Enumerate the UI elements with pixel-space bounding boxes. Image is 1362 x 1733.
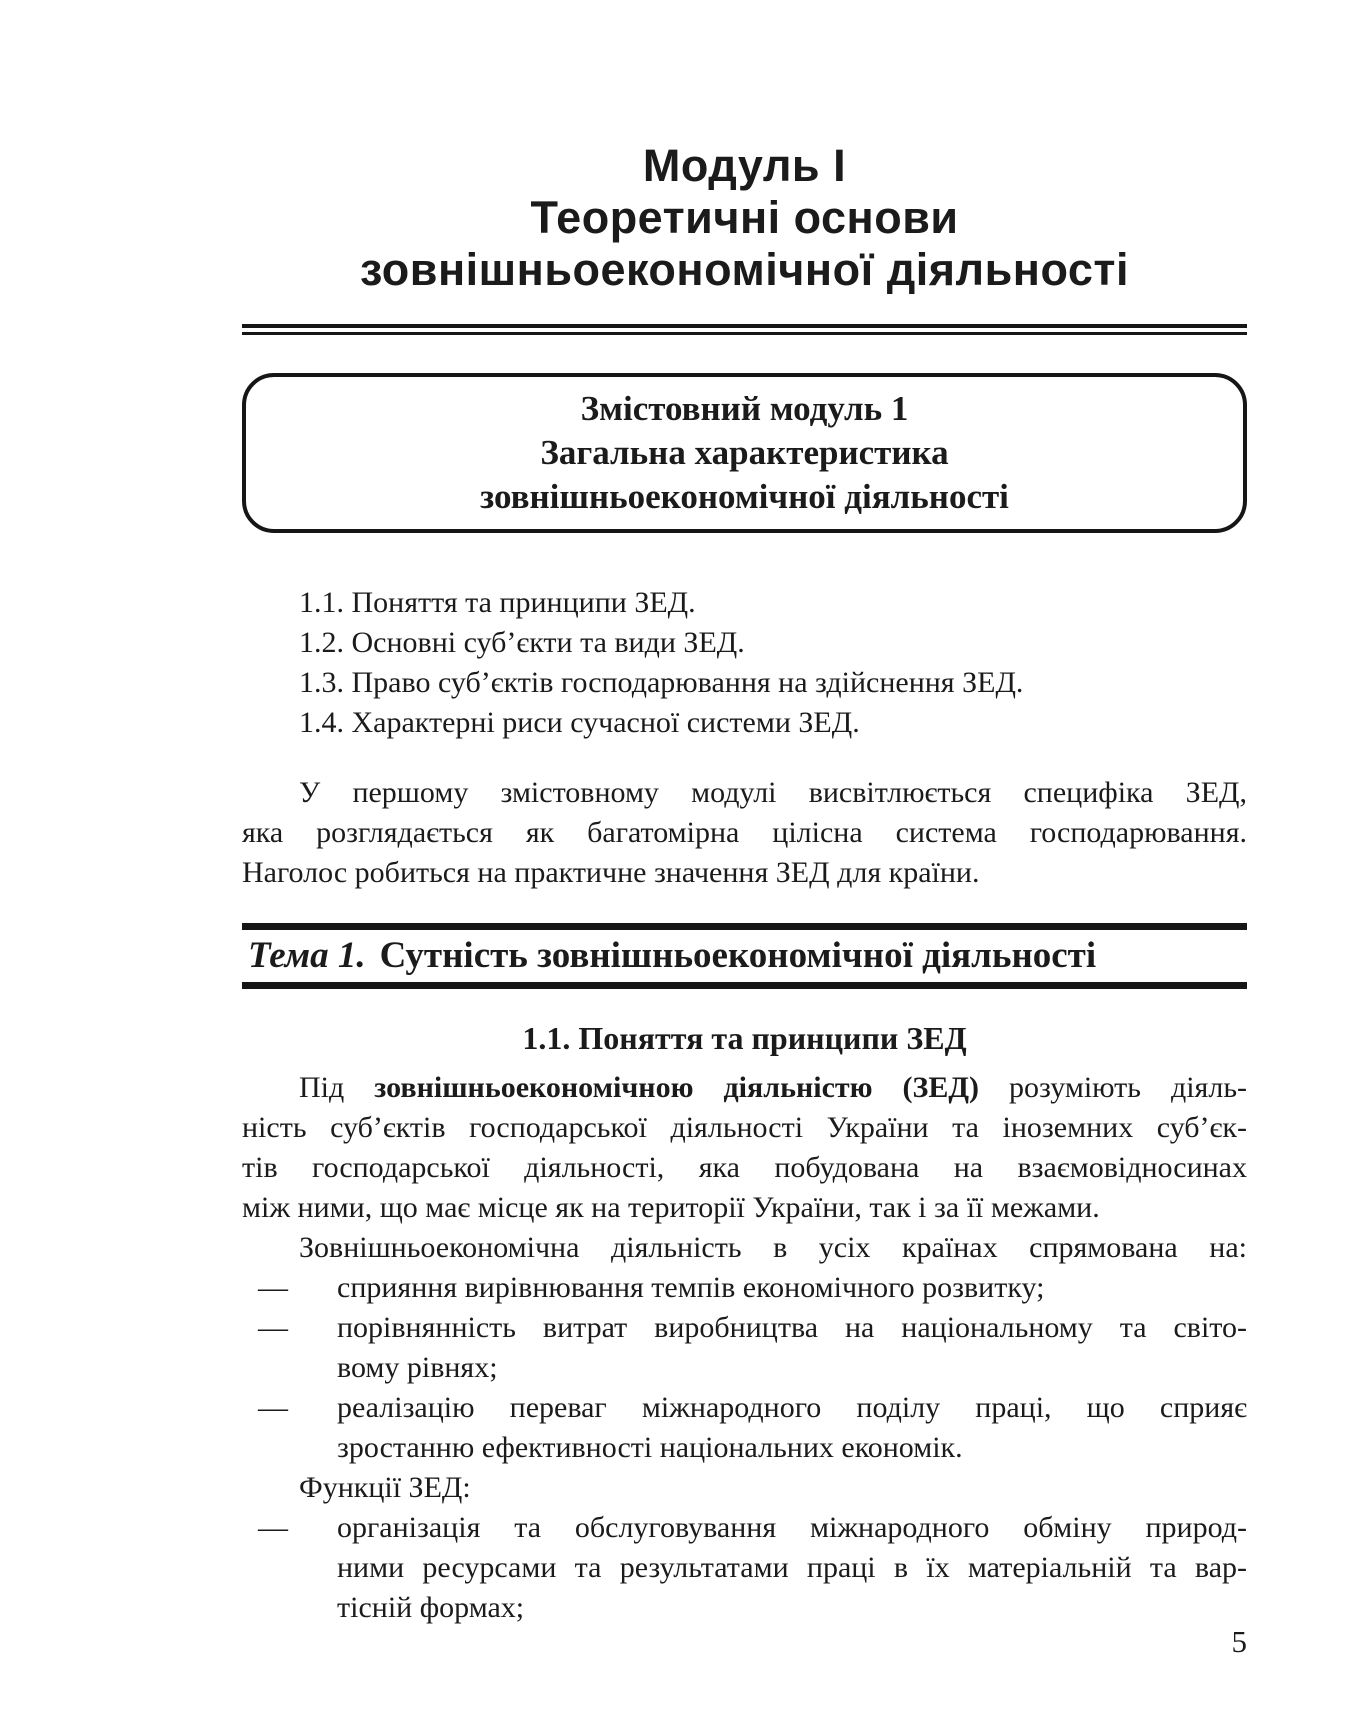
theme-title: Сутність зовнішньоекономічної діяльності (379, 935, 1097, 976)
text-line: Загальна характеристика (540, 433, 949, 472)
content-module-box (242, 373, 1247, 533)
module-title (242, 140, 1247, 296)
text-line: тісній формах; (337, 1591, 525, 1624)
text-line: між ними, що має місце як на території України, так і за її межами. (242, 1191, 1100, 1224)
title-double-rule (242, 324, 1247, 335)
intro-paragraph (242, 773, 1247, 893)
text-line: Теоретичні основи (530, 192, 959, 243)
aims-lead-line (242, 1228, 1247, 1268)
text-line: Під зовнішньоекономічною діяльністю (ЗЕД) розуміють діяль- (299, 1071, 1248, 1104)
theme-number-label: Тема 1. (248, 935, 366, 976)
text-line: 1.2. Основні суб’єкти та види ЗЕД. (299, 626, 745, 659)
text-line: 1.3. Право суб’єктів господарювання на здійснення ЗЕД. (299, 666, 1024, 699)
functions-dash-list (242, 1508, 1247, 1628)
functions-lead-line (242, 1468, 1247, 1508)
text-line: тів господарської діяльності, яка побудована на взаємовідносинах (242, 1151, 1247, 1184)
text-line: яка розглядається як багатомірна цілісна система господарювання. (242, 816, 1247, 849)
dash-list-item (242, 1508, 1247, 1628)
text-line: 1.1. Поняття та принципи ЗЕД. (299, 586, 696, 619)
text-line: Наголос робиться на практичне значення ЗЕД для країни. (242, 856, 980, 889)
text-line: Змістовний модуль 1 (580, 389, 909, 428)
dash-list-item (242, 1388, 1247, 1468)
section-heading: 1.1. Поняття та принципи ЗЕД (522, 1020, 967, 1056)
dash-list-item (242, 1308, 1247, 1388)
text-line: зовнішньоекономічної діяльності (480, 477, 1009, 516)
dash-list-item (242, 1268, 1247, 1308)
definition-paragraph (242, 1068, 1247, 1228)
toc-list (242, 583, 1247, 743)
theme-top-rule (242, 923, 1247, 930)
aims-dash-list (242, 1268, 1247, 1468)
page-number: 5 (1231, 1624, 1247, 1659)
text-column (242, 0, 1247, 1628)
text-line: У першому змістовному модулі висвітлюється специфіка ЗЕД, (299, 776, 1247, 809)
text-line: зовнішньоекономічної діяльності (360, 244, 1129, 295)
text-line: Функції ЗЕД: (299, 1471, 471, 1504)
text-line: Зовнішньоекономічна діяльність в усіх країнах спрямована на: (299, 1231, 1247, 1264)
text-line: 1.4. Характерні риси сучасної системи ЗЕД. (299, 706, 860, 739)
text-line: — порівнянність витрат виробництва на національному та світо- (258, 1311, 1247, 1344)
text-line: ність суб’єктів господарської діяльності України та іноземних суб’єк- (242, 1111, 1247, 1144)
text-line: — сприяння вирівнювання темпів економічного розвитку; (258, 1271, 1045, 1304)
text-line: вому рівнях; (337, 1351, 498, 1384)
theme-heading-text (242, 930, 1247, 982)
text-line: зростанню ефективності національних економік. (337, 1431, 963, 1464)
theme-heading (242, 923, 1247, 989)
text-line: ними ресурсами та результатами праці в їх матеріальній та вар- (337, 1551, 1247, 1584)
theme-bottom-rule (242, 982, 1247, 989)
text-line: — організація та обслуговування міжнародного обміну природ- (258, 1511, 1247, 1544)
text-line: Модуль І (642, 140, 847, 191)
text-line: — реалізацію переваг міжнародного поділу праці, що сприяє (258, 1391, 1247, 1424)
